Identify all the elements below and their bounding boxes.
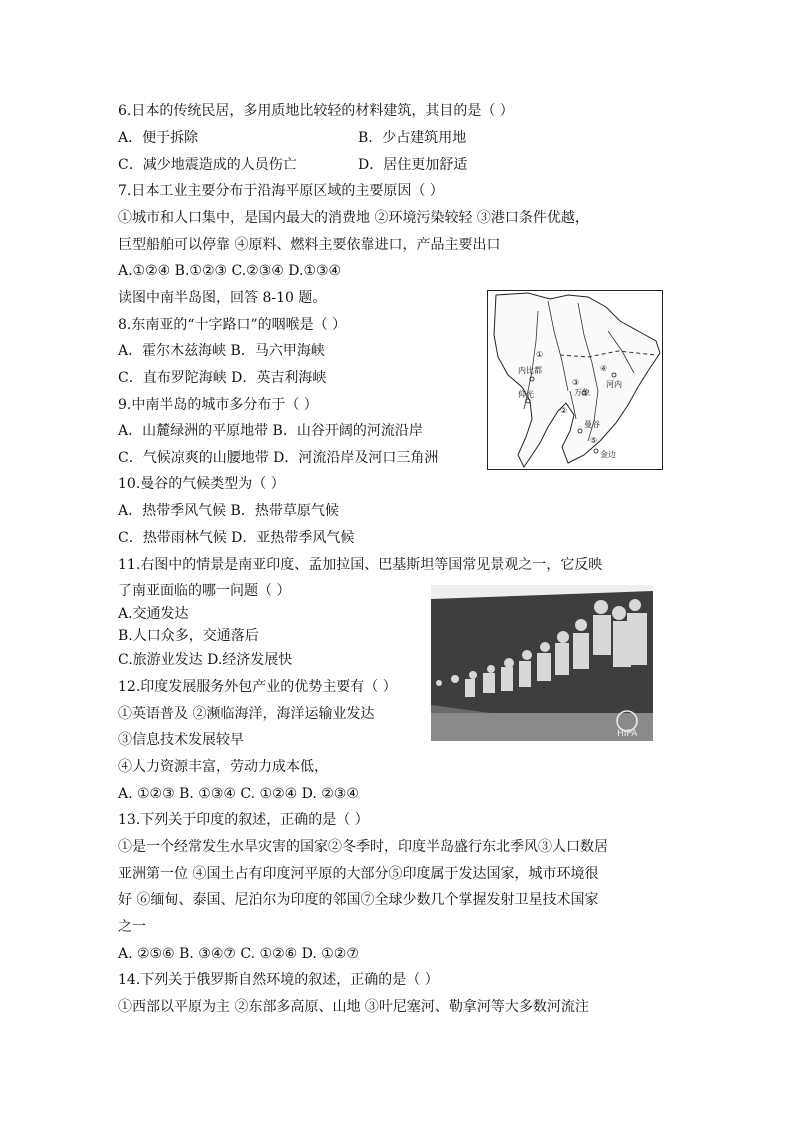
- question-11-stem-1: 11.右图中的情景是南亚印度、孟加拉国、巴基斯坦等国常见景观之一，它反映: [118, 557, 603, 573]
- question-7-stem: 7.日本工业主要分布于沿海平原区域的主要原因（ ）: [118, 183, 444, 199]
- city-marker-yangon: [526, 399, 530, 403]
- region-label-5: ⑤: [590, 436, 598, 445]
- city-label-bangkok: 曼谷: [584, 420, 600, 429]
- question-13-options: A. ②⑤⑥ B. ③④⑦ C. ①②⑥ D. ①②⑦: [118, 946, 359, 962]
- question-13-line-4: 之一: [118, 919, 146, 935]
- region-label-1: ①: [536, 350, 544, 359]
- question-13-stem: 13.下列关于印度的叙述，正确的是（ ）: [118, 812, 369, 828]
- question-13-line-3: 好 ⑥缅甸、泰国、尼泊尔为印度的邻国⑦全球少数几个掌握发射卫星技术国家: [118, 892, 599, 908]
- question-13-line-1: ①是一个经常发生水旱灾害的国家②冬季时，印度半岛盛行东北季风③人口数居: [118, 839, 608, 855]
- question-12-options: A. ①②③ B. ①③④ C. ①②④ D. ②③④: [118, 786, 359, 802]
- question-8-stem: 8.东南亚的“十字路口”的咽喉是（ ）: [118, 317, 347, 333]
- question-12-statement-2: ③信息技术发展较早: [118, 732, 244, 748]
- indochina-map-drawing: [488, 291, 662, 469]
- city-label-phnom-penh: 金边: [600, 450, 616, 459]
- question-11-option-b: B.人口众多，交通落后: [118, 628, 259, 644]
- question-14-line-1: ①西部以平原为主 ②东部多高原、山地 ③叶尼塞河、勒拿河等大多数河流注: [118, 999, 589, 1015]
- crowded-train-photo: [431, 585, 653, 741]
- question-6-option-a: A．便于拆除: [118, 130, 199, 146]
- question-10-options-ab: A．热带季风气候 B．热带草原气候: [118, 503, 339, 519]
- intro-8-10: 读图中南半岛图，回答 8-10 题。: [118, 290, 327, 306]
- question-7-line-1: ①城市和人口集中，是国内最大的消费地 ②环境污染较轻 ③港口条件优越，: [118, 210, 589, 226]
- question-9-options-ab: A．山麓绿洲的平原地带 B．山谷开阔的河流沿岸: [118, 423, 423, 439]
- region-label-4: ④: [600, 364, 608, 373]
- question-11-stem-2: 了南亚面临的哪一问题（ ）: [118, 583, 291, 599]
- question-10-options-cd: C．热带雨林气候 D．亚热带季风气候: [118, 530, 355, 546]
- question-8-options-cd: C．直布罗陀海峡 D．英吉利海峡: [118, 370, 327, 386]
- city-label-yangon: 仰光: [518, 390, 534, 399]
- question-12-statement-1: ①英语普及 ②濒临海洋，海洋运输业发达: [118, 706, 375, 722]
- question-6-option-b: B．少占建筑用地: [358, 130, 467, 146]
- question-6-option-c: C．减少地震造成的人员伤亡: [118, 157, 297, 173]
- question-7-line-2: 巨型船舶可以停靠 ④原料、燃料主要依靠进口，产品主要出口: [118, 237, 501, 253]
- question-12-stem: 12.印度发展服务外包产业的优势主要有（ ）: [118, 679, 397, 695]
- question-8-options-ab: A．霍尔木兹海峡 B．马六甲海峡: [118, 343, 325, 359]
- region-label-3: ③: [572, 378, 580, 387]
- question-9-stem: 9.中南半岛的城市多分布于（ ）: [118, 397, 318, 413]
- question-10-stem: 10.曼谷的气候类型为（ ）: [118, 476, 285, 492]
- question-9-options-cd: C．气候凉爽的山腰地带 D．河流沿岸及河口三角洲: [118, 450, 439, 466]
- city-label-vientiane: 万象: [574, 388, 590, 397]
- question-14-stem: 14.下列关于俄罗斯自然环境的叙述，正确的是（ ）: [118, 972, 439, 988]
- question-6-option-d: D．居住更加舒适: [358, 157, 468, 173]
- question-7-options: A.①②④ B.①②③ C.②③④ D.①③④: [118, 263, 342, 279]
- question-11-options-cd: C.旅游业发达 D.经济发展快: [118, 652, 293, 668]
- question-6-stem: 6.日本的传统民居，多用质地比较轻的材料建筑，其目的是（ ）: [118, 103, 514, 119]
- question-13-line-2: 亚洲第一位 ④国土占有印度河平原的大部分⑤印度属于发达国家，城市环境很: [118, 866, 599, 882]
- photo-logo-text: HIPA: [617, 729, 638, 739]
- question-12-statement-3: ④人力资源丰富，劳动力成本低，: [118, 759, 328, 775]
- city-marker-phnom-penh: [594, 449, 598, 453]
- crowded-train-drawing: [431, 585, 653, 741]
- city-label-naypyidaw: 内比都: [518, 366, 542, 375]
- question-11-option-a: A.交通发达: [118, 606, 189, 622]
- indochina-map: [487, 290, 663, 470]
- city-label-hanoi: 河内: [606, 380, 622, 389]
- region-label-2: ②: [560, 406, 568, 415]
